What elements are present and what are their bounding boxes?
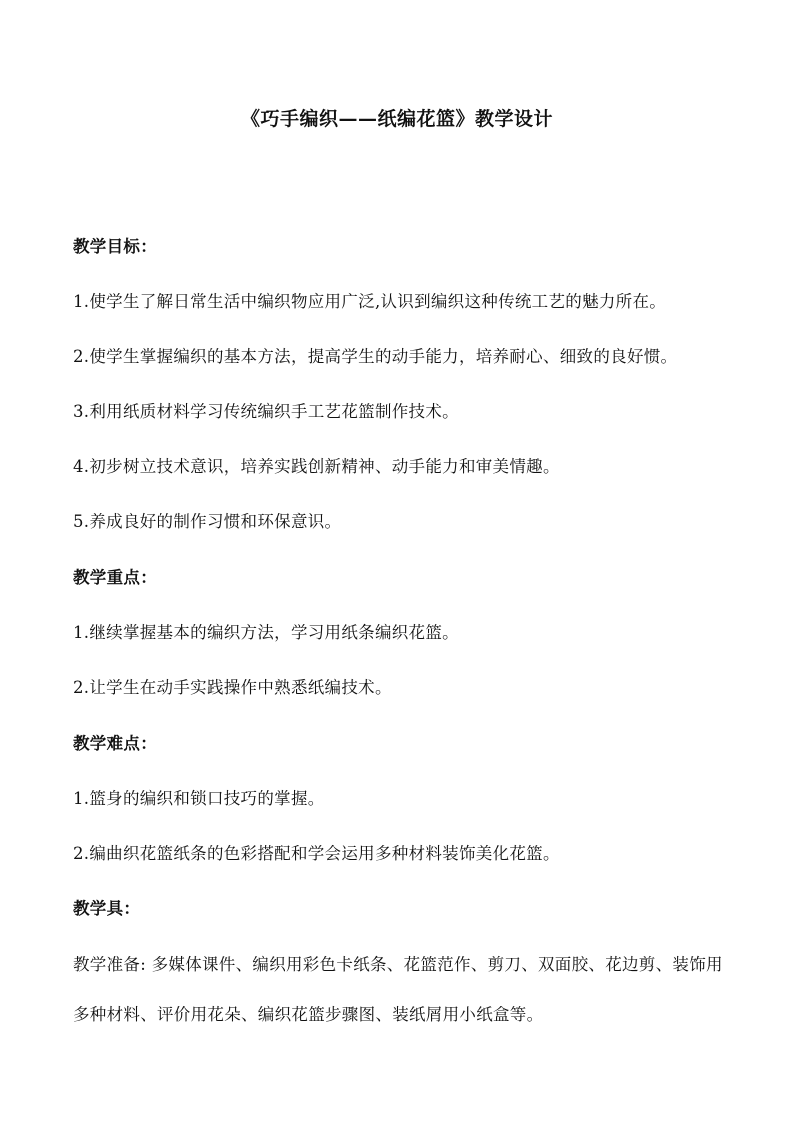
difficulty-item: 2.编曲织花篮纸条的色彩搭配和学会运用多种材料装饰美化花篮。 (73, 844, 560, 863)
key-point-item: 1.继续掌握基本的编织方法，学习用纸条编织花篮。 (73, 623, 459, 642)
objective-item: 4.初步树立技术意识，培养实践创新精神、动手能力和审美情趣。 (73, 457, 560, 476)
difficulty-item: 1.篮身的编织和锁口技巧的掌握。 (73, 789, 325, 808)
tools-heading: 教学具： (73, 899, 141, 918)
objectives-heading: 教学目标： (73, 237, 157, 256)
objective-item: 1.使学生了解日常生活中编织物应用广泛,认识到编织这种传统工艺的魅力所在。 (73, 292, 667, 311)
objective-item: 5.养成良好的制作习惯和环保意识。 (73, 512, 342, 531)
key-points-heading: 教学重点： (73, 568, 157, 587)
objective-item: 2.使学生掌握编织的基本方法，提高学生的动手能力，培养耐心、细致的良好惯。 (73, 347, 678, 366)
objective-item: 3.利用纸质材料学习传统编织手工艺花篮制作技术。 (73, 402, 459, 421)
difficulties-heading: 教学难点： (73, 734, 157, 753)
key-point-item: 2.让学生在动手实践操作中熟悉纸编技术。 (73, 678, 392, 697)
tools-paragraph: 教学准备: 多媒体课件、编织用彩色卡纸条、花篮范作、剪刀、双面胶、花边剪、装饰用多种材料、评价用花朵、编织花篮步骤图、装纸屑用小纸盒等。 (73, 955, 723, 1024)
document-title: 《巧手编织——纸编花篮》教学设计 (240, 108, 553, 130)
